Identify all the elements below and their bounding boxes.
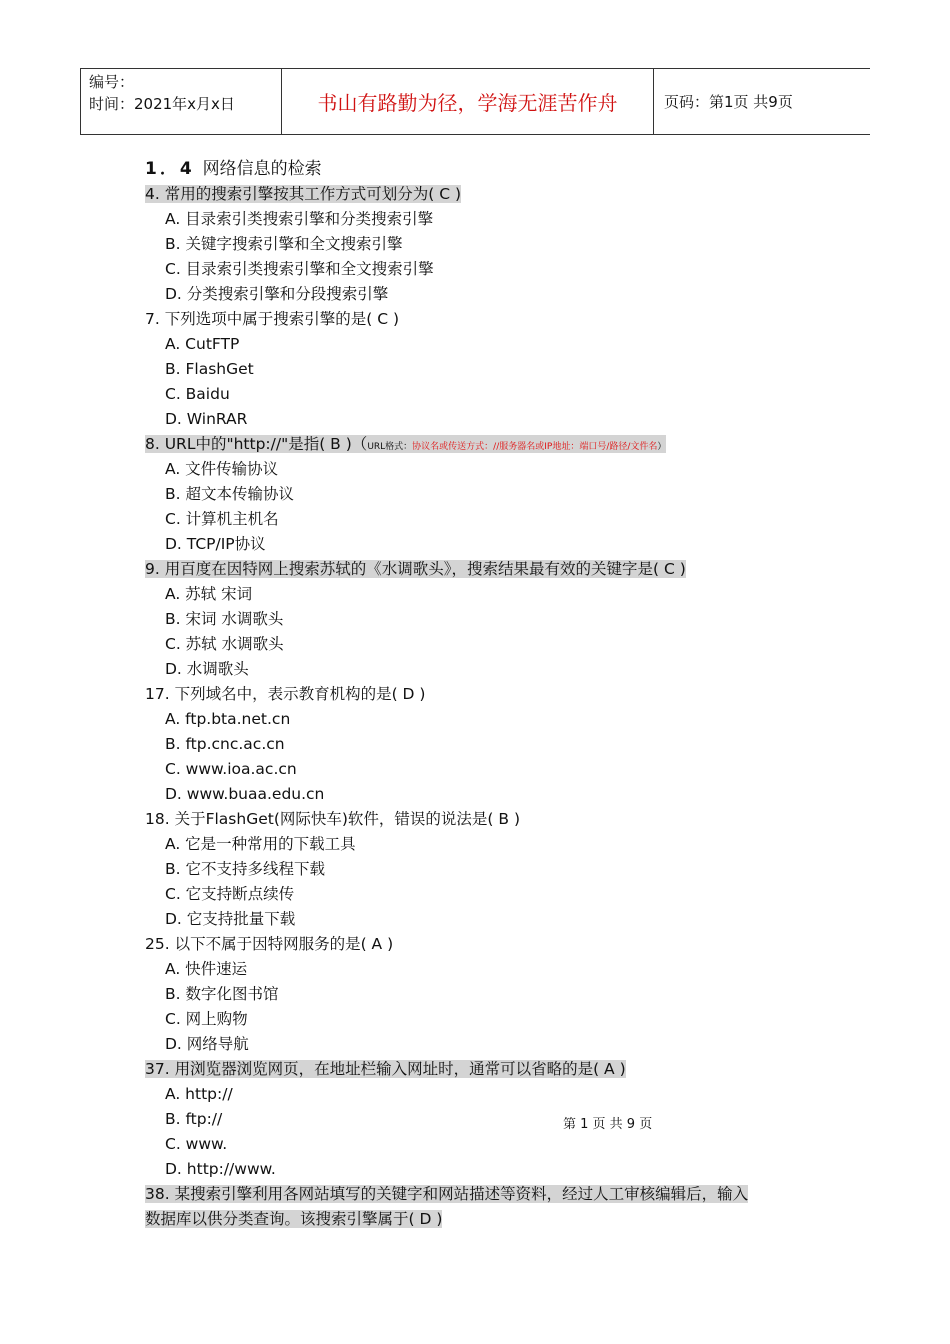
question-8: 8. URL中的"http://"是指( B ) <box>145 435 352 453</box>
option: B. 关键字搜索引擎和全文搜索引擎 <box>165 235 403 253</box>
option: A. 文件传输协议 <box>165 460 279 478</box>
section-number: 1．4 <box>145 159 195 179</box>
option: A. 目录索引类搜索引擎和分类搜索引擎 <box>165 210 434 228</box>
option: A. CutFTP <box>165 335 240 353</box>
header-number: 编号： <box>89 73 135 91</box>
option: C. 计算机主机名 <box>165 510 279 528</box>
header-meta-cell <box>80 69 282 134</box>
option: D. http://www. <box>165 1160 276 1178</box>
header-date: 时间：2021年x月x日 <box>89 95 235 113</box>
option: B. 超文本传输协议 <box>165 485 294 503</box>
option: C. www.ioa.ac.cn <box>165 760 297 778</box>
option: C. Baidu <box>165 385 230 403</box>
option: B. 宋词 水调歌头 <box>165 610 284 628</box>
section-title <box>145 156 825 182</box>
option: C. 目录索引类搜索引擎和全文搜索引擎 <box>165 260 434 278</box>
option: A. ftp.bta.net.cn <box>165 710 291 728</box>
option: B. 它不支持多线程下载 <box>165 860 325 878</box>
url-note-label: URL格式： <box>367 442 413 452</box>
option: D. WinRAR <box>165 410 248 428</box>
question-9: 9. 用百度在因特网上搜索苏轼的《水调歌头》，搜索结果最有效的关键字是( C ) <box>145 560 686 578</box>
question-4: 4. 常用的搜索引擎按其工作方式可划分为( C ) <box>145 185 461 203</box>
option: D. 分类搜索引擎和分段搜索引擎 <box>165 285 389 303</box>
option: B. 数字化图书馆 <box>165 985 279 1003</box>
question-38: 38. 某搜索引擎利用各网站填写的关键字和网站描述等资料，经过人工审核编辑后，输入 <box>145 1185 749 1203</box>
option: D. 水调歌头 <box>165 660 249 678</box>
question-18: 18. 关于FlashGet(网际快车)软件，错误的说法是( B ) <box>145 810 520 828</box>
option: B. ftp.cnc.ac.cn <box>165 735 285 753</box>
header-page: 页码：第1页 共9页 <box>664 93 793 111</box>
option: D. www.buaa.edu.cn <box>165 785 325 803</box>
question-25: 25. 以下不属于因特网服务的是( A ) <box>145 935 394 953</box>
option: C. www. <box>165 1135 228 1153</box>
option: C. 苏轼 水调歌头 <box>165 635 284 653</box>
option: A. 苏轼 宋词 <box>165 585 253 603</box>
document-body <box>145 156 825 1232</box>
option: B. ftp:// <box>165 1110 223 1128</box>
option: C. 它支持断点续传 <box>165 885 295 903</box>
option: A. http:// <box>165 1085 233 1103</box>
option: B. FlashGet <box>165 360 254 378</box>
option: D. 它支持批量下载 <box>165 910 296 928</box>
option: C. 网上购物 <box>165 1010 248 1028</box>
option: A. 它是一种常用的下载工具 <box>165 835 356 853</box>
url-note-format: 协议名或传送方式：//服务器名或IP地址：端口号/路径/文件名 <box>412 442 658 452</box>
question-37: 37. 用浏览器浏览网页，在地址栏输入网址时，通常可以省略的是( A ) <box>145 1060 626 1078</box>
question-17: 17. 下列域名中，表示教育机构的是( D ) <box>145 685 426 703</box>
option: D. TCP/IP协议 <box>165 535 266 553</box>
header-table <box>80 68 870 135</box>
option: D. 网络导航 <box>165 1035 249 1053</box>
page-footer: 第 1 页 共 9 页 <box>563 1117 653 1132</box>
question-8-line <box>145 432 825 457</box>
header-motto: 书山有路勤为径，学海无涯苦作舟 <box>282 69 654 134</box>
option: A. 快件速运 <box>165 960 248 978</box>
url-note-open: （ <box>351 435 368 453</box>
question-38-cont: 数据库以供分类查询。该搜索引擎属于( D ) <box>145 1210 443 1228</box>
section-title-text: 网络信息的检索 <box>202 159 322 179</box>
url-note-close: ） <box>657 442 667 452</box>
question-7: 7. 下列选项中属于搜索引擎的是( C ) <box>145 310 399 328</box>
